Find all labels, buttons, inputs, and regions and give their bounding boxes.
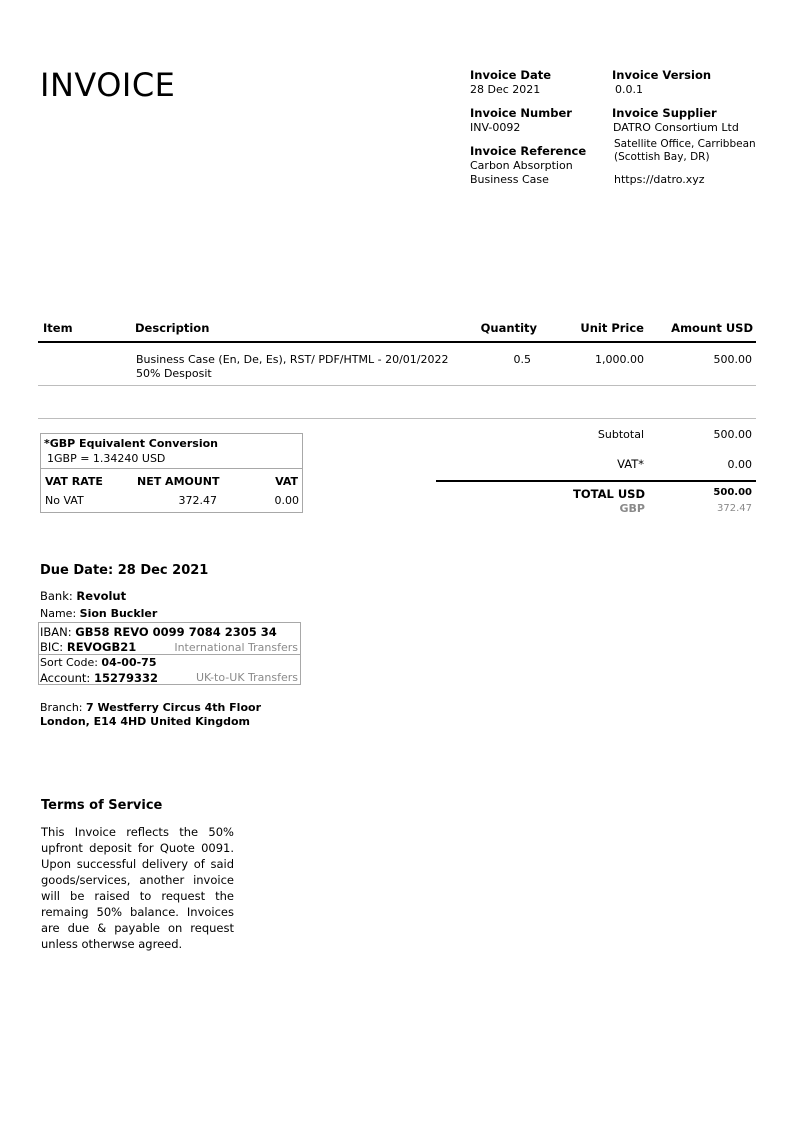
vat-total-value: 0.00 bbox=[727, 458, 752, 471]
gbp-value: 372.47 bbox=[717, 503, 752, 514]
invoice-date-label: Invoice Date bbox=[470, 68, 552, 82]
invoice-number-label: Invoice Number bbox=[470, 106, 572, 120]
international-transfers-note: International Transfers bbox=[174, 641, 298, 654]
account-line bbox=[40, 671, 158, 685]
table-header-divider bbox=[38, 341, 756, 343]
bic-line bbox=[40, 640, 136, 654]
column-header-item: Item bbox=[43, 321, 73, 335]
branch-line bbox=[40, 701, 261, 714]
supplier-address-line2: (Scottish Bay, DR) bbox=[614, 151, 710, 163]
invoice-reference-line1: Carbon Absorption bbox=[470, 159, 573, 172]
total-usd-value: 500.00 bbox=[713, 487, 752, 498]
invoice-version-label: Invoice Version bbox=[612, 68, 712, 82]
account-label: Account: bbox=[40, 671, 91, 685]
invoice-reference-line2: Business Case bbox=[470, 173, 549, 186]
page-title: INVOICE bbox=[40, 66, 176, 104]
vat-label: VAT* bbox=[617, 457, 644, 471]
bic-value: REVOGB21 bbox=[66, 640, 137, 654]
iban-line bbox=[40, 625, 277, 639]
terms-text: This Invoice reflects the 50% upfront deposit for Quote 0091. Upon successful delivery of said goods/services, another invoice will be raised to request the remaing 50% balance. Invoices are due & payable on request unless otherwse agreed. bbox=[41, 825, 234, 951]
row-amount: 500.00 bbox=[713, 353, 752, 366]
sort-code-value: 04-00-75 bbox=[101, 656, 157, 669]
terms-title: Terms of Service bbox=[41, 798, 163, 813]
column-header-amount: Amount USD bbox=[671, 321, 753, 335]
gbp-conversion-rate: 1GBP = 1.34240 USD bbox=[47, 452, 166, 465]
column-header-description: Description bbox=[135, 321, 210, 335]
account-name: Sion Buckler bbox=[79, 607, 158, 620]
column-header-unit-price: Unit Price bbox=[580, 321, 644, 335]
net-amount-header: NET AMOUNT bbox=[137, 475, 220, 488]
sort-code-label: Sort Code: bbox=[40, 656, 98, 669]
iban-label: IBAN: bbox=[40, 625, 72, 639]
row-description-line1: Business Case (En, De, Es), RST/ PDF/HTML - 20/01/2022 bbox=[136, 353, 449, 366]
row-quantity: 0.5 bbox=[513, 353, 531, 366]
name-label: Name: bbox=[40, 607, 77, 620]
account-number: 15279332 bbox=[93, 671, 158, 685]
row-description-line2: 50% Desposit bbox=[136, 367, 212, 380]
bank-label: Bank: bbox=[40, 589, 73, 603]
invoice-number: INV-0092 bbox=[470, 121, 521, 134]
sort-code-line bbox=[40, 656, 156, 669]
invoice-supplier-label: Invoice Supplier bbox=[612, 106, 717, 120]
total-usd-label: TOTAL USD bbox=[573, 487, 645, 501]
row-unit-price: 1,000.00 bbox=[595, 353, 644, 366]
totals-divider bbox=[436, 480, 756, 482]
bic-label: BIC: bbox=[40, 640, 64, 654]
column-header-quantity: Quantity bbox=[480, 321, 537, 335]
branch-label: Branch: bbox=[40, 701, 83, 714]
vat-rate-value: No VAT bbox=[45, 494, 84, 507]
gbp-conversion-title: *GBP Equivalent Conversion bbox=[44, 437, 219, 450]
vat-value: 0.00 bbox=[274, 494, 299, 507]
branch-address-line2: London, E14 4HD United Kingdom bbox=[40, 715, 250, 728]
supplier-address-line1: Satellite Office, Carribbean bbox=[614, 138, 756, 150]
net-amount-value: 372.47 bbox=[178, 494, 217, 507]
vat-header: VAT bbox=[275, 475, 298, 488]
row-divider bbox=[38, 385, 756, 386]
due-date: Due Date: 28 Dec 2021 bbox=[40, 563, 209, 578]
gbp-label: GBP bbox=[619, 502, 645, 515]
section-divider bbox=[38, 418, 756, 419]
supplier-name: DATRO Consortium Ltd bbox=[613, 121, 739, 134]
vat-rate-header: VAT RATE bbox=[45, 475, 103, 488]
bank-line bbox=[40, 589, 126, 603]
invoice-date: 28 Dec 2021 bbox=[470, 83, 541, 96]
uk-transfers-note: UK-to-UK Transfers bbox=[195, 671, 298, 684]
subtotal-label: Subtotal bbox=[597, 428, 644, 441]
iban-value: GB58 REVO 0099 7084 2305 34 bbox=[75, 625, 277, 639]
subtotal-value: 500.00 bbox=[713, 428, 752, 441]
bank-name: Revolut bbox=[76, 589, 127, 603]
invoice-reference-label: Invoice Reference bbox=[470, 144, 587, 158]
name-line bbox=[40, 607, 157, 620]
supplier-url[interactable]: https://datro.xyz bbox=[614, 173, 705, 186]
branch-address-line1: 7 Westferry Circus 4th Floor bbox=[86, 701, 261, 714]
invoice-version: 0.0.1 bbox=[615, 83, 643, 96]
